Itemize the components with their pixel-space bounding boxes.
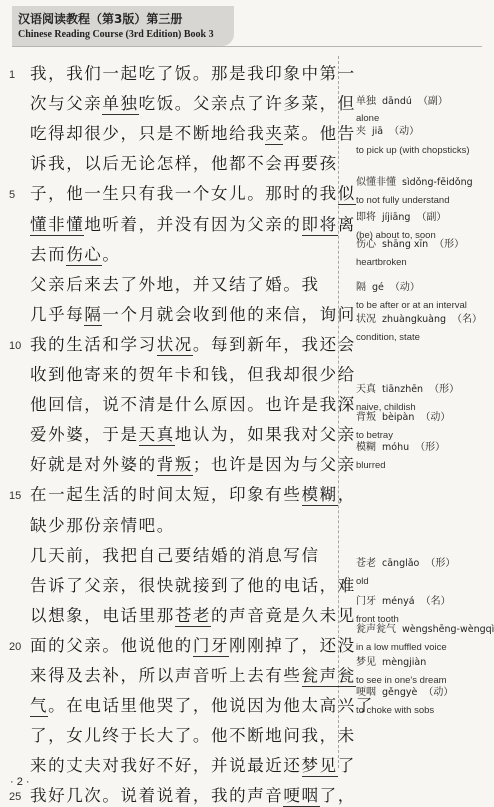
- book-title-english: Chinese Reading Course (3rd Edition) Book 3: [18, 29, 214, 40]
- glossary-part-of-speech: （副）: [417, 96, 448, 107]
- header-rule: [12, 46, 482, 47]
- glossary-pinyin: gěngyè: [382, 687, 418, 698]
- passage-text: 我，我们一起吃了饭。那是我印象中第一: [30, 64, 356, 83]
- passage-line: [30, 367, 356, 384]
- glossary-pinyin: bèipàn: [382, 412, 415, 423]
- passage-text: 了，: [319, 786, 356, 805]
- vocab-term: 模糊: [301, 485, 338, 504]
- glossary-word: 模糊: [356, 442, 376, 453]
- passage-line: [30, 217, 356, 234]
- glossary-part-of-speech: （动）: [423, 687, 454, 698]
- vocab-term: 隔: [84, 305, 103, 324]
- passage-text: 收到他寄来的贺年卡和钱，但我却很少给: [30, 365, 356, 384]
- glossary-entry: [356, 413, 450, 423]
- passage-line: [30, 126, 356, 143]
- line-number: 1: [9, 69, 16, 81]
- passage-line: [30, 788, 356, 805]
- glossary-part-of-speech: （形）: [434, 239, 465, 250]
- page-number: · 2 ·: [10, 776, 30, 788]
- glossary-pinyin: jíjiāng: [382, 212, 411, 223]
- passage-text: 几乎每: [30, 305, 85, 324]
- passage-text: ；也许是因为与父亲: [192, 455, 356, 474]
- passage-text: 离: [337, 215, 356, 234]
- passage-line: [30, 66, 356, 83]
- glossary-word: 瓮声瓮气: [356, 624, 396, 635]
- passage-text: 在一起生活的时间太短，印象有些: [30, 485, 302, 504]
- passage-text: 来的丈夫对我好不好，并说最近还: [30, 756, 302, 775]
- passage-text: 几天前，我把自己要结婚的消息写信: [30, 546, 320, 565]
- vocab-term: 伤心: [66, 245, 103, 264]
- passage-line: [30, 728, 356, 745]
- glossary-word: 苍老: [356, 558, 376, 569]
- passage-text: 次与父亲: [30, 94, 103, 113]
- glossary-part-of-speech: （动）: [420, 412, 451, 423]
- glossary-word: 梦见: [356, 657, 376, 668]
- passage-line: [30, 668, 356, 685]
- line-number: 25: [9, 791, 22, 803]
- passage-text: 吃得却很少，只是不断地给我: [30, 124, 266, 143]
- glossary-entry: [356, 97, 448, 107]
- glossary-definition: in a low muffled voice: [356, 642, 447, 653]
- passage-text: 诉我，以后无论怎样，他都不会再要孩: [30, 154, 338, 173]
- passage-text: 刚刚掉了，还没: [229, 636, 356, 655]
- vocab-term: 瓮声瓮: [301, 666, 356, 685]
- glossary-pinyin: shāng xīn: [382, 239, 429, 250]
- passage-text: 。每到新年，我还会: [192, 335, 356, 354]
- glossary-definition: condition, state: [356, 332, 420, 343]
- vocab-term: 单独: [102, 94, 139, 113]
- glossary-part-of-speech: （副）: [416, 212, 447, 223]
- passage-line: [30, 518, 175, 535]
- passage-text: 我好几次。说着说着，我的声音: [30, 786, 284, 805]
- glossary-part-of-speech: （形）: [425, 558, 456, 569]
- line-number: 10: [9, 340, 22, 352]
- passage-text: 地听着，并没有因为父亲的: [84, 215, 302, 234]
- glossary-pinyin: wèngshēng-wèngqì: [402, 624, 494, 635]
- passage-text: 告诉了父亲，很快就接到了他的电话，难: [30, 576, 356, 595]
- passage-text: 父亲后来去了外地，并又结了婚。我: [30, 275, 320, 294]
- glossary-definition: alone: [356, 113, 380, 124]
- passage-line: [30, 758, 356, 775]
- passage-text: 来得及去补，所以声音听上去有些: [30, 666, 302, 685]
- glossary-entry: [356, 688, 453, 698]
- line-number: 20: [9, 641, 22, 653]
- glossary-definition: to not fully understand: [356, 195, 450, 206]
- vocab-term: 苍老: [174, 606, 212, 625]
- vocab-term: 夹: [265, 124, 284, 143]
- passage-text: 他回信，说不清是什么原因。也许是我深: [30, 395, 356, 414]
- vocab-term: 状况: [156, 335, 193, 354]
- passage-text: 了，女儿终于长大了。他不断地问我，未: [30, 726, 356, 745]
- passage-text: 一个月就会收到他的来信，询问: [102, 305, 356, 324]
- glossary-word: 天真: [356, 384, 376, 395]
- passage-line: [30, 277, 320, 294]
- passage-line: [30, 397, 356, 414]
- glossary-word: 门牙: [356, 596, 376, 607]
- passage-line: [30, 156, 338, 173]
- glossary-pinyin: jiā: [372, 126, 384, 137]
- passage-text: 缺少那份亲情吧。: [30, 516, 175, 535]
- glossary-pinyin: tiānzhēn: [382, 384, 424, 395]
- vocab-term: 天真: [138, 425, 175, 444]
- glossary-definition: to be after or at an interval: [356, 300, 467, 311]
- passage-line: [30, 698, 374, 715]
- passage-text: 。在电话里他哭了，他说因为他太高兴了: [48, 696, 374, 715]
- glossary-definition: heartbroken: [356, 257, 407, 268]
- vocab-term: 气: [30, 696, 49, 715]
- glossary-word: 哽咽: [356, 687, 376, 698]
- passage-line: [30, 337, 356, 354]
- glossary-part-of-speech: （名）: [452, 314, 483, 325]
- passage-text: ，: [337, 485, 356, 504]
- passage-text: 的声音竟是久未见: [211, 606, 356, 625]
- vocab-term: 哽咽: [283, 786, 320, 805]
- passage-line: [30, 96, 356, 113]
- glossary-part-of-speech: （名）: [420, 596, 451, 607]
- glossary-entry: [356, 559, 455, 569]
- passage-text: 爱外婆，于是: [30, 425, 139, 444]
- passage-text: 菜。他告: [283, 124, 356, 143]
- vocab-term: 懂非懂: [30, 215, 85, 234]
- glossary-word: 隔: [356, 282, 366, 293]
- glossary-pinyin: sìdǒng-fēidǒng: [402, 177, 473, 188]
- line-number: 15: [9, 490, 22, 502]
- glossary-pinyin: mèngjiàn: [382, 657, 427, 668]
- glossary-pinyin: cānglǎo: [382, 558, 420, 569]
- glossary-word: 背叛: [356, 412, 376, 423]
- glossary-entry: [356, 240, 464, 250]
- glossary-definition: blurred: [356, 460, 386, 471]
- glossary-pinyin: dāndú: [382, 96, 412, 107]
- passage-text: 去而: [30, 245, 67, 264]
- passage-line: [30, 247, 121, 264]
- passage-text: 地认为，如果我对父亲: [174, 425, 356, 444]
- glossary-entry: [356, 127, 419, 137]
- passage-text: 了: [337, 756, 356, 775]
- passage-line: [30, 457, 356, 474]
- glossary-definition: naive, childish: [356, 402, 416, 413]
- passage-line: [30, 186, 356, 203]
- vocab-term: 似: [337, 184, 356, 203]
- glossary-word: 伤心: [356, 239, 376, 250]
- glossary-entry: [356, 178, 473, 188]
- glossary-definition: to see in one's dream: [356, 675, 447, 686]
- glossary-word: 即将: [356, 212, 376, 223]
- glossary-pinyin: ményá: [382, 596, 415, 607]
- glossary-entry: [356, 625, 494, 635]
- glossary-part-of-speech: （动）: [389, 282, 420, 293]
- passage-text: 吃饭。父亲点了许多菜，但: [138, 94, 356, 113]
- passage-text: 以想象，电话里那: [30, 606, 175, 625]
- passage-line: [30, 427, 356, 444]
- glossary-definition: old: [356, 576, 369, 587]
- glossary-part-of-speech: （动）: [389, 126, 420, 137]
- vocab-term: 即将: [301, 215, 338, 234]
- glossary-word: 单独: [356, 96, 376, 107]
- vocab-term: 门牙: [192, 636, 230, 655]
- glossary-entry: [356, 283, 420, 293]
- glossary-pinyin: gé: [372, 282, 384, 293]
- passage-line: [30, 487, 356, 504]
- passage-line: [30, 578, 356, 595]
- line-number: 5: [9, 189, 16, 201]
- passage-text: 。: [102, 245, 121, 264]
- passage-text: 子，他一生只有我一个女儿。那时的我: [30, 184, 338, 203]
- glossary-definition: to choke with sobs: [356, 705, 435, 716]
- passage-text: 好就是对外婆的: [30, 455, 157, 474]
- glossary-definition: front tooth: [356, 614, 399, 625]
- glossary-definition: (be) about to, soon: [356, 230, 436, 241]
- glossary-pinyin: zhuàngkuàng: [382, 314, 447, 325]
- passage-line: [30, 638, 356, 655]
- glossary-definition: to betray: [356, 430, 393, 441]
- glossary-definition: to pick up (with chopsticks): [356, 145, 470, 156]
- glossary-word: 似懂非懂: [356, 177, 396, 188]
- passage-line: [30, 548, 320, 565]
- glossary-word: 状况: [356, 314, 376, 325]
- glossary-entry: [356, 213, 446, 223]
- glossary-entry: [356, 597, 451, 607]
- glossary-part-of-speech: （形）: [429, 384, 460, 395]
- glossary-entry: [356, 658, 426, 668]
- passage-line: [30, 307, 356, 324]
- passage-text: 我的生活和学习: [30, 335, 157, 354]
- vocab-term: 背叛: [156, 455, 193, 474]
- passage-line: [30, 608, 356, 625]
- passage-text: 面的父亲。他说他的: [30, 636, 193, 655]
- book-title-chinese: 汉语阅读教程（第3版）第三册: [18, 12, 183, 26]
- glossary-pinyin: móhu: [382, 442, 410, 453]
- glossary-entry: [356, 315, 482, 325]
- vocab-term: 梦见: [301, 756, 338, 775]
- glossary-entry: [356, 385, 459, 395]
- glossary-part-of-speech: （形）: [415, 442, 446, 453]
- book-header: [12, 6, 234, 46]
- glossary-entry: [356, 443, 445, 453]
- glossary-word: 夹: [356, 126, 366, 137]
